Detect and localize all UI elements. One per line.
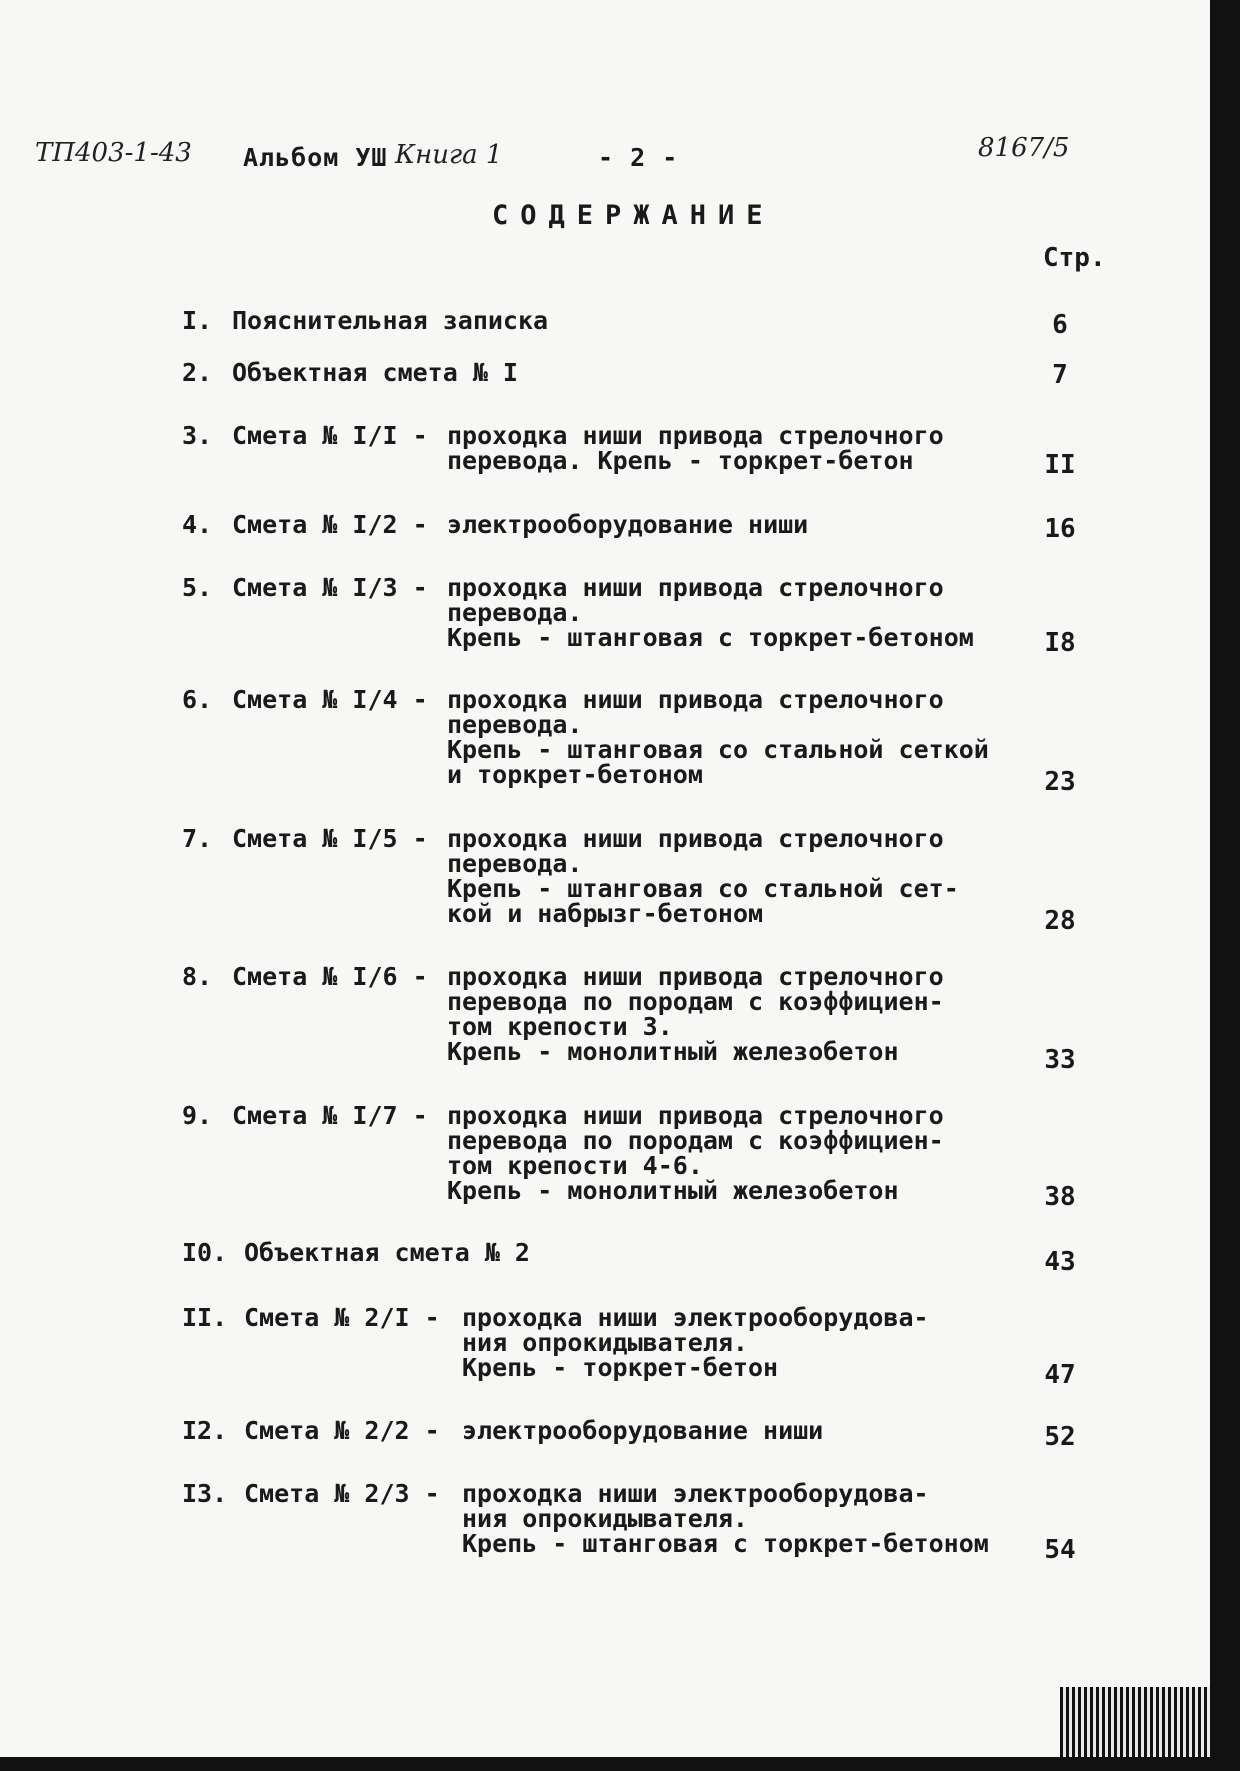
entry-number: 8. — [182, 962, 213, 991]
entry-label: Смета № I/5 - — [232, 824, 428, 853]
entry-description: проходка ниши привода стрелочного перевода по породам с коэффициен- том крепости 3. Крепь - монолитный железобетон — [447, 962, 944, 1066]
entry-description: проходка ниши привода стрелочного перевода. Крепь - штанговая со стальной сет- кой и набрызг-бетоном — [447, 824, 959, 928]
entry-description: проходка ниши электрооборудова- ния опрокидывателя. Крепь - торкрет-бетон — [462, 1303, 929, 1382]
entry-description: электрооборудование ниши — [447, 510, 809, 539]
entry-page: II — [1044, 450, 1076, 480]
entry-label: Смета № 2/2 - — [244, 1416, 440, 1445]
entry-page: 16 — [1044, 514, 1076, 544]
entry-label: Смета № 2/3 - — [244, 1479, 440, 1508]
entry-number: 2. — [182, 358, 213, 387]
entry-page: 38 — [1044, 1182, 1076, 1212]
scan-bottom-edge — [0, 1757, 1240, 1771]
page-title: СОДЕРЖАНИЕ — [492, 200, 775, 231]
entry-number: 4. — [182, 510, 213, 539]
entry-label: Объектная смета № I — [232, 358, 518, 387]
entry-number: I. — [182, 306, 213, 335]
entry-label: Пояснительная записка — [232, 306, 549, 335]
sheet-ref: 8167/5 — [978, 133, 1070, 163]
entry-page: 6 — [1052, 310, 1068, 340]
entry-number: II. — [182, 1303, 228, 1332]
scan-right-edge — [1210, 0, 1240, 1771]
entry-number: 9. — [182, 1101, 213, 1130]
entry-description: проходка ниши привода стрелочного перевода. Крепь - штанговая с торкрет-бетоном — [447, 573, 974, 652]
entry-page: 52 — [1044, 1422, 1076, 1452]
page-corner-stack — [1060, 1687, 1210, 1757]
entry-description: проходка ниши электрооборудова- ния опрокидывателя. Крепь - штанговая с торкрет-бетоном — [462, 1479, 989, 1558]
entry-page: I8 — [1044, 628, 1076, 658]
entry-page: 47 — [1044, 1360, 1076, 1390]
entry-label: Объектная смета № 2 — [244, 1238, 530, 1267]
page-marker: - 2 - — [598, 143, 679, 172]
entry-page: 28 — [1044, 906, 1076, 936]
entry-label: Смета № I/7 - — [232, 1101, 428, 1130]
entry-label: Смета № 2/I - — [244, 1303, 440, 1332]
entry-description: проходка ниши привода стрелочного перевода. Крепь - торкрет-бетон — [447, 421, 944, 475]
entry-number: I2. — [182, 1416, 228, 1445]
entry-page: 23 — [1044, 767, 1076, 797]
entry-label: Смета № I/4 - — [232, 685, 428, 714]
entry-label: Смета № I/2 - — [232, 510, 428, 539]
book-label: Книга 1 — [395, 140, 503, 170]
entry-number: 6. — [182, 685, 213, 714]
doc-code: ТП403-1-43 — [35, 138, 192, 168]
entry-page: 54 — [1044, 1535, 1076, 1565]
entry-label: Смета № I/6 - — [232, 962, 428, 991]
entry-description: проходка ниши привода стрелочного перевода. Крепь - штанговая со стальной сеткой и торкрет-бетоном — [447, 685, 989, 789]
entry-page: 33 — [1044, 1045, 1076, 1075]
entry-page: 43 — [1044, 1247, 1076, 1277]
page-column-label: Стр. — [1043, 243, 1106, 273]
entry-number: I0. — [182, 1238, 228, 1267]
album-label: Альбом УШ — [243, 143, 388, 172]
entry-number: 3. — [182, 421, 213, 450]
entry-number: 7. — [182, 824, 213, 853]
entry-description: проходка ниши привода стрелочного перевода по породам с коэффициен- том крепости 4-6. Крепь - монолитный железобетон — [447, 1101, 944, 1205]
entry-label: Смета № I/I - — [232, 421, 428, 450]
entry-page: 7 — [1052, 360, 1068, 390]
entry-number: I3. — [182, 1479, 228, 1508]
entry-label: Смета № I/3 - — [232, 573, 428, 602]
entry-description: электрооборудование ниши — [462, 1416, 824, 1445]
entry-number: 5. — [182, 573, 213, 602]
